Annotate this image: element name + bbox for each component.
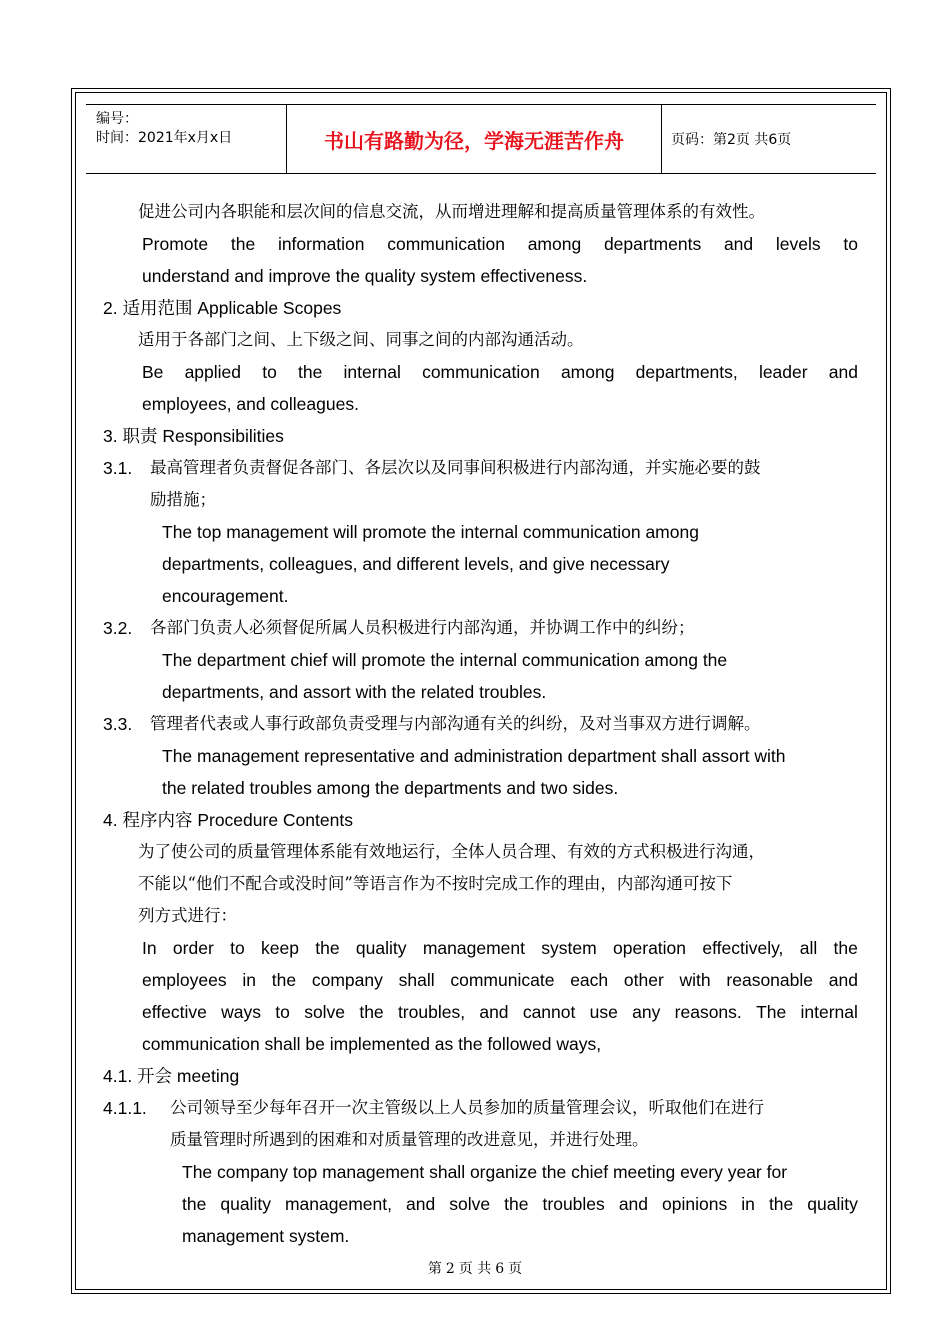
word: communicate	[450, 970, 555, 990]
doc-number-label: 编号：	[96, 111, 138, 127]
word: the	[768, 1194, 794, 1214]
word: and	[406, 1194, 436, 1214]
word: shall	[398, 970, 435, 990]
intro-en-line2: understand and improve the quality system effectiveness.	[142, 266, 588, 286]
word: cannot	[522, 1002, 576, 1022]
word: quality	[355, 938, 407, 958]
word: solve	[449, 1194, 491, 1214]
word: the	[271, 970, 297, 990]
word: applied	[184, 362, 242, 382]
section-4-cn-line2: 不能以“他们不配合或没时间”等语言作为不按时完成工作的理由，内部沟通可按下	[138, 874, 733, 893]
word: troubles,	[397, 1002, 466, 1022]
word: the	[359, 1002, 384, 1022]
word: company	[311, 970, 383, 990]
word: order	[172, 938, 214, 958]
word: keep	[261, 938, 299, 958]
word: communication	[422, 362, 540, 382]
word: quality	[807, 1194, 858, 1214]
footer-mid: 页 共	[458, 1261, 492, 1277]
word: reasonable	[726, 970, 814, 990]
section-4-1-1-en-line3: management system.	[182, 1226, 350, 1246]
word: quality	[220, 1194, 271, 1214]
word: leader	[758, 362, 808, 382]
section-4-en-line4: communication shall be implemented as the followed ways,	[142, 1034, 602, 1054]
word: and	[479, 1002, 509, 1022]
word: among	[560, 362, 615, 382]
section-4-1-1-number: 4.1.1.	[103, 1098, 147, 1118]
word: and	[723, 234, 754, 254]
footer-prefix: 第	[427, 1261, 442, 1277]
section-2-cn: 适用于各部门之间、上下级之间、同事之间的内部沟通活动。	[138, 330, 584, 349]
section-3-3-cn: 管理者代表或人事行政部负责受理与内部沟通有关的纠纷，及对当事双方进行调解。	[150, 714, 761, 733]
section-3-3-en-line2: the related troubles among the departments and two sides.	[162, 778, 619, 798]
page-footer	[0, 1258, 950, 1278]
word: The	[756, 1002, 787, 1022]
word: to	[275, 1002, 290, 1022]
section-3-3-en-line1: The management representative and administration department shall assort with	[162, 746, 786, 766]
word: use	[589, 1002, 618, 1022]
word: system	[541, 938, 597, 958]
section-4-1-1-en-line1: The company top management shall organize the chief meeting every year for	[182, 1162, 788, 1182]
section-4-en-line2	[142, 968, 858, 992]
word: and	[828, 362, 858, 382]
document-header	[86, 104, 876, 174]
word: operation	[613, 938, 687, 958]
word: among	[527, 234, 582, 254]
word: solve	[304, 1002, 346, 1022]
word: internal	[343, 362, 401, 382]
footer-total-pages: 6	[495, 1261, 505, 1277]
section-2-title: 2. 适用范围 Applicable Scopes	[103, 298, 342, 318]
intro-en-line1	[142, 232, 858, 256]
word: levels	[775, 234, 821, 254]
word: departments,	[635, 362, 738, 382]
word: the	[297, 362, 323, 382]
section-4-1-title: 4.1. 开会 meeting	[103, 1066, 240, 1086]
word: to	[262, 362, 277, 382]
word: ways	[221, 1002, 262, 1022]
word: troubles	[542, 1194, 605, 1214]
footer-suffix: 页	[508, 1261, 523, 1277]
word: communication	[387, 234, 505, 254]
word: the	[833, 938, 858, 958]
word: and	[618, 1194, 649, 1214]
word: and	[828, 970, 858, 990]
word: each	[570, 970, 609, 990]
section-3-1-number: 3.1.	[103, 458, 133, 478]
word: reasons.	[674, 1002, 742, 1022]
section-3-1-en-line1: The top management will promote the internal communication among	[162, 522, 699, 542]
section-3-1-en-line2: departments, colleagues, and different levels, and give necessary	[162, 554, 670, 574]
word: opinions	[662, 1194, 728, 1214]
header-info-cell	[86, 105, 286, 173]
section-4-title: 4. 程序内容 Procedure Contents	[103, 810, 353, 830]
footer-current-page: 2	[445, 1261, 455, 1277]
word: Promote	[142, 234, 209, 254]
word: effectively,	[702, 938, 784, 958]
word: any	[632, 1002, 661, 1022]
word: in	[741, 1194, 755, 1214]
word: in	[242, 970, 257, 990]
page-info: 页码：第2页 共6页	[671, 132, 792, 148]
word: effective	[142, 1002, 207, 1022]
motto: 书山有路勤为径，学海无涯苦作舟	[286, 105, 662, 173]
section-4-1-1-cn-line2: 质量管理时所遇到的困难和对质量管理的改进意见，并进行处理。	[170, 1130, 649, 1149]
intro-cn: 促进公司内各职能和层次间的信息交流，从而增进理解和提高质量管理体系的有效性。	[138, 202, 765, 221]
word: management,	[284, 1194, 392, 1214]
word: to	[843, 234, 858, 254]
word: all	[799, 938, 818, 958]
section-4-1-1-cn-line1: 公司领导至少每年召开一次主管级以上人员参加的质量管理会议，听取他们在进行	[170, 1098, 764, 1117]
section-3-1-cn-line2: 励措施；	[150, 490, 216, 509]
section-3-1-en-line3: encouragement.	[162, 586, 289, 606]
time-label: 时间：2021年x月x日	[96, 130, 233, 146]
section-3-title: 3. 职责 Responsibilities	[103, 426, 284, 446]
word: the	[315, 938, 340, 958]
word: with	[679, 970, 711, 990]
section-4-en-line3	[142, 1000, 858, 1024]
section-4-cn-line3: 列方式进行：	[138, 906, 237, 925]
word: Be	[142, 362, 164, 382]
section-4-1-1-en-line2	[182, 1192, 858, 1216]
section-3-2-en-line2: departments, and assort with the related troubles.	[162, 682, 547, 702]
section-3-1-cn-line1: 最高管理者负责督促各部门、各层次以及同事间积极进行内部沟通，并实施必要的鼓	[150, 458, 761, 477]
word: to	[230, 938, 245, 958]
section-2-en-line2: employees, and colleagues.	[142, 394, 359, 414]
section-4-cn-line1: 为了使公司的质量管理体系能有效地运行，全体人员合理、有效的方式积极进行沟通，	[138, 842, 765, 861]
word: the	[230, 234, 256, 254]
word: internal	[800, 1002, 858, 1022]
word: the	[504, 1194, 529, 1214]
section-2-en-line1	[142, 360, 858, 384]
word: In	[142, 938, 157, 958]
section-3-3-number: 3.3.	[103, 714, 133, 734]
word: the	[182, 1194, 207, 1214]
word: management	[422, 938, 525, 958]
section-3-2-number: 3.2.	[103, 618, 133, 638]
word: other	[623, 970, 664, 990]
section-3-2-cn: 各部门负责人必须督促所属人员积极进行内部沟通，并协调工作中的纠纷；	[150, 618, 695, 637]
word: information	[277, 234, 365, 254]
word: employees	[142, 970, 227, 990]
section-3-2-en-line1: The department chief will promote the internal communication among the	[162, 650, 728, 670]
section-4-en-line1	[142, 936, 858, 960]
word: departments	[603, 234, 702, 254]
